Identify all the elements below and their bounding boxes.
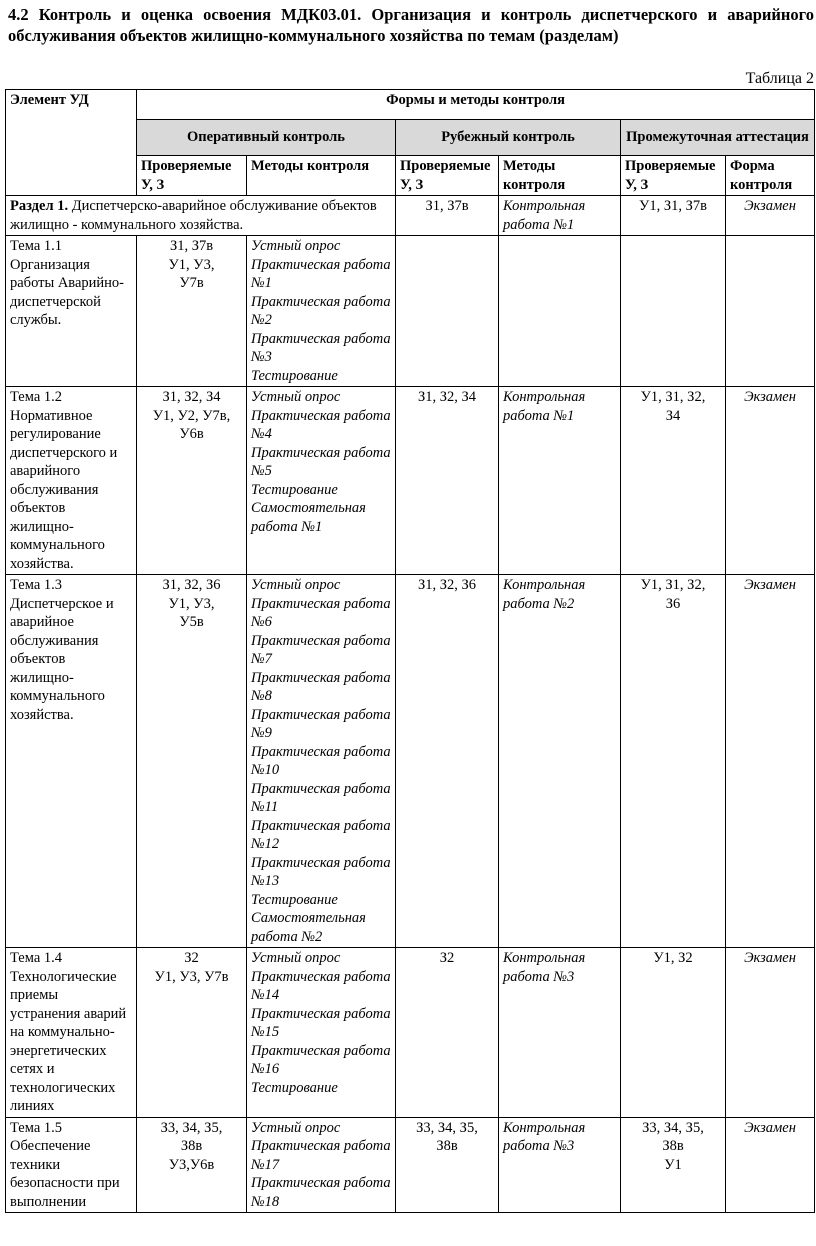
intermediate-checked: З3, З4, З5, З8в У1: [621, 1117, 726, 1213]
table-row: [6, 575, 815, 948]
section-row: [6, 196, 815, 236]
operative-methods: Устный опрос Практическая работа №14 Практическая работа №15 Практическая работа №16 Тестирование: [247, 948, 396, 1118]
header-methods-boundary: Методы контроля: [499, 156, 621, 196]
intermediate-checked: У1, З1, З2, З6: [621, 575, 726, 948]
boundary-methods: [499, 236, 621, 387]
header-checked-intermediate: Проверяемые У, З: [621, 156, 726, 196]
boundary-checked: З3, З4, З5, З8в: [396, 1117, 499, 1213]
boundary-methods: Контрольная работа №1: [499, 387, 621, 575]
table-caption: Таблица 2: [745, 70, 814, 87]
boundary-methods: Контрольная работа №3: [499, 948, 621, 1118]
header-intermediate: Промежуточная аттестация: [621, 120, 815, 156]
operative-methods: Устный опрос Практическая работа №1 Практическая работа №2 Практическая работа №3 Тестирование: [247, 236, 396, 387]
topic-cell: Тема 1.4 Технологические приемы устранения аварий на коммунально-энергетических сетях и технологических линиях: [6, 948, 137, 1118]
boundary-checked: З2: [396, 948, 499, 1118]
boundary-methods: Контрольная работа №2: [499, 575, 621, 948]
header-methods-operative: Методы контроля: [247, 156, 396, 196]
intermediate-checked: У1, З1, З2, З4: [621, 387, 726, 575]
table-row: [6, 1117, 815, 1213]
header-element: Элемент УД: [6, 90, 137, 196]
control-form: Экзамен: [726, 948, 815, 1118]
table-row: [6, 948, 815, 1118]
header-form: Форма контроля: [726, 156, 815, 196]
topic-cell: Тема 1.1 Организация работы Аварийно-диспетчерской службы.: [6, 236, 137, 387]
boundary-methods: Контрольная работа №3: [499, 1117, 621, 1213]
operative-methods: Устный опрос Практическая работа №6 Практическая работа №7 Практическая работа №8 Практическая работа №9 Практическая работа №10 Практическая работа №11 Практическая работа №12 Практическая работа №13 Тестирование Самостоятельная работа №2: [247, 575, 396, 948]
topic-cell: Тема 1.5 Обеспечение техники безопасности при выполнении: [6, 1117, 137, 1213]
operative-checked: З2 У1, У3, У7в: [137, 948, 247, 1118]
section-heading: 4.2 Контроль и оценка освоения МДК03.01. Организация и контроль диспетчерского и аварийного обслуживания объектов жилищно-коммунального хозяйства по темам (разделам): [8, 5, 814, 45]
section-i-checked: У1, З1, З7в: [621, 196, 726, 236]
boundary-checked: З1, З2, З6: [396, 575, 499, 948]
header-forms: Формы и методы контроля: [137, 90, 815, 120]
section-form: Экзамен: [726, 196, 815, 236]
intermediate-checked: У1, З2: [621, 948, 726, 1118]
section-b-checked: З1, З7в: [396, 196, 499, 236]
intermediate-checked: [621, 236, 726, 387]
topic-cell: Тема 1.3 Диспетчерское и аварийное обслуживания объектов жилищно-коммунального хозяйства.: [6, 575, 137, 948]
section-label: Раздел 1.: [10, 198, 69, 214]
header-operative: Оперативный контроль: [137, 120, 396, 156]
control-form: Экзамен: [726, 1117, 815, 1213]
control-table: [5, 89, 815, 1213]
header-checked-operative: Проверяемые У, З: [137, 156, 247, 196]
operative-checked: З3, З4, З5, З8в У3,У6в: [137, 1117, 247, 1213]
operative-checked: З1, З7в У1, У3, У7в: [137, 236, 247, 387]
header-boundary: Рубежный контроль: [396, 120, 621, 156]
section-name: Диспетчерско-аварийное обслуживание объектов жилищно - коммунального хозяйства.: [10, 198, 377, 233]
operative-checked: З1, З2, З4 У1, У2, У7в, У6в: [137, 387, 247, 575]
operative-methods: Устный опрос Практическая работа №4 Практическая работа №5 Тестирование Самостоятельная работа №1: [247, 387, 396, 575]
topic-cell: Тема 1.2 Нормативное регулирование диспетчерского и аварийного обслуживания объектов жилищно-коммунального хозяйства.: [6, 387, 137, 575]
control-form: Экзамен: [726, 387, 815, 575]
boundary-checked: З1, З2, З4: [396, 387, 499, 575]
section-cell: [6, 196, 396, 236]
section-b-methods: Контрольная работа №1: [499, 196, 621, 236]
table-row: [6, 387, 815, 575]
operative-checked: З1, З2, З6 У1, У3, У5в: [137, 575, 247, 948]
table-row: [6, 236, 815, 387]
header-checked-boundary: Проверяемые У, З: [396, 156, 499, 196]
boundary-checked: [396, 236, 499, 387]
control-form: Экзамен: [726, 575, 815, 948]
operative-methods: Устный опрос Практическая работа №17 Практическая работа №18: [247, 1117, 396, 1213]
control-form: [726, 236, 815, 387]
